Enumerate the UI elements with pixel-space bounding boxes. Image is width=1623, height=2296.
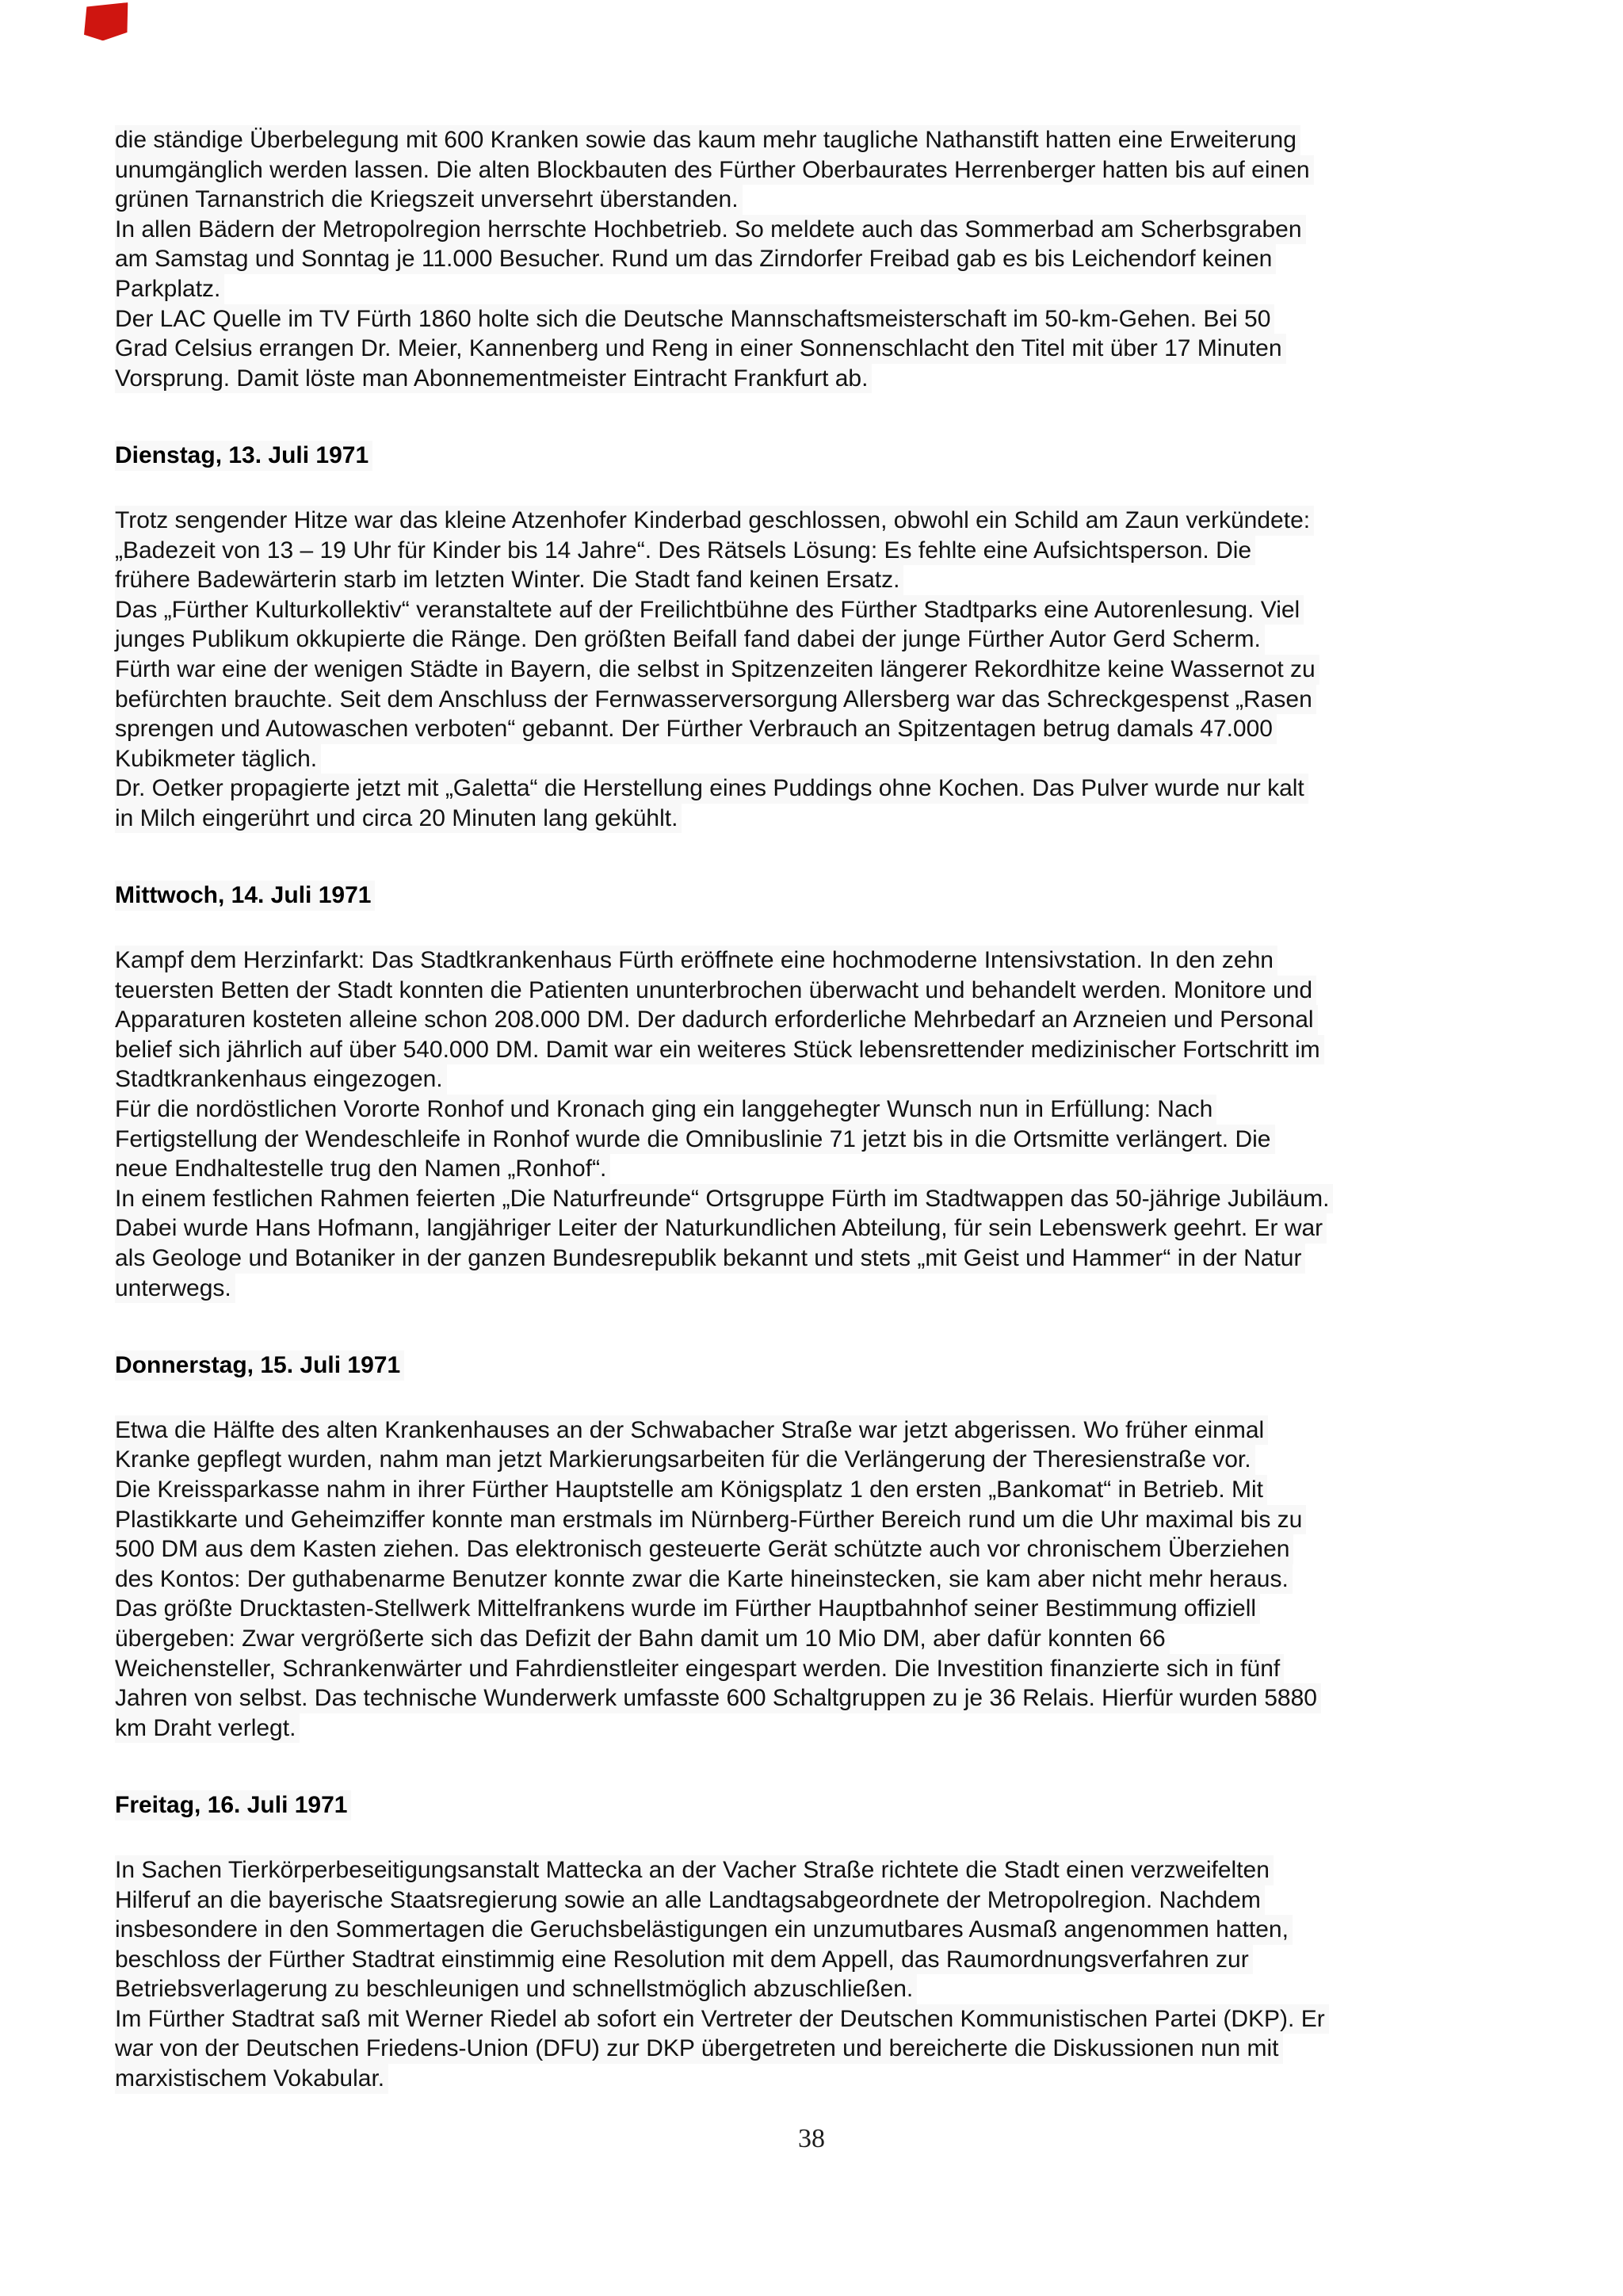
text-line: unumgänglich werden lassen. Die alten Blockbauten des Fürther Oberbaurates Herrenberger hatten bis auf einen: [115, 155, 1314, 185]
text-line: Kubikmeter täglich.: [115, 744, 321, 774]
red-marker-annotation: [82, 2, 130, 42]
text-line: des Kontos: Der guthabenarme Benutzer konnte zwar die Karte hineinstecken, sie kam aber nicht mehr heraus.: [115, 1564, 1293, 1595]
text-line: In Sachen Tierkörperbeseitigungsanstalt Mattecka an der Vacher Straße richtete die Stadt einen verzweifelten: [115, 1855, 1274, 1885]
text-line: 500 DM aus dem Kasten ziehen. Das elektronisch gesteuerte Gerät schützte auch vor chronischem Überziehen: [115, 1534, 1293, 1564]
date-heading: Donnerstag, 15. Juli 1971: [115, 1350, 404, 1381]
text-line: in Milch eingerührt und circa 20 Minuten lang gekühlt.: [115, 804, 682, 834]
text-line: In allen Bädern der Metropolregion herrschte Hochbetrieb. So meldete auch das Sommerbad am Scherbsgraben: [115, 215, 1306, 245]
text-line: insbesondere in den Sommertagen die Geruchsbelästigungen ein unzumutbares Ausmaß angenommen hatten,: [115, 1915, 1293, 1945]
text-line: Stadtkrankenhaus eingezogen.: [115, 1064, 447, 1095]
text-line: Etwa die Hälfte des alten Krankenhauses an der Schwabacher Straße war jetzt abgerissen. Wo früher einmal: [115, 1415, 1268, 1446]
text-line: belief sich jährlich auf über 540.000 DM. Damit war ein weiteres Stück lebensrettender medizinischer Fortschritt im: [115, 1035, 1324, 1065]
text-line: Für die nordöstlichen Vororte Ronhof und Kronach ging ein langgehegter Wunsch nun in Erfüllung: Nach: [115, 1095, 1216, 1125]
text-line: Vorsprung. Damit löste man Abonnementmeister Eintracht Frankfurt ab.: [115, 364, 872, 394]
text-line: Im Fürther Stadtrat saß mit Werner Riedel ab sofort ein Vertreter der Deutschen Kommunistischen Partei (DKP). Er: [115, 2004, 1329, 2034]
text-line: Apparaturen kosteten alleine schon 208.000 DM. Der dadurch erforderliche Mehrbedarf an Arzneien und Personal: [115, 1005, 1318, 1035]
text-line: sprengen und Autowaschen verboten“ gebannt. Der Fürther Verbrauch an Spitzentagen betrug damals 47.000: [115, 714, 1277, 744]
page-number: 38: [798, 2124, 825, 2153]
text-line: „Badezeit von 13 – 19 Uhr für Kinder bis 14 Jahre“. Des Rätsels Lösung: Es fehlte eine Aufsichtsperson. Die: [115, 536, 1255, 566]
text-line: Weichensteller, Schrankenwärter und Fahrdienstleiter eingespart werden. Die Investition finanzierte sich in fünf: [115, 1654, 1284, 1684]
paragraph: [115, 506, 1533, 834]
text-line: Plastikkarte und Geheimziffer konnte man erstmals im Nürnberg-Fürther Bereich rund um die Uhr maximal bis zu: [115, 1505, 1306, 1535]
text-line: Fürth war eine der wenigen Städte in Bayern, die selbst in Spitzenzeiten längerer Rekordhitze keine Wassernot zu: [115, 655, 1319, 685]
text-line: unterwegs.: [115, 1274, 235, 1304]
text-line: In einem festlichen Rahmen feierten „Die Naturfreunde“ Ortsgruppe Fürth im Stadtwappen das 50-jährige Jubiläum.: [115, 1184, 1333, 1214]
text-line: als Geologe und Botaniker in der ganzen Bundesrepublik bekannt und stets „mit Geist und Hammer“ in der Natur: [115, 1244, 1305, 1274]
text-line: Betriebsverlagerung zu beschleunigen und schnellstmöglich abzuschließen.: [115, 1974, 917, 2004]
text-line: junges Publikum okkupierte die Ränge. Den größten Beifall fand dabei der junge Fürther Autor Gerd Scherm.: [115, 625, 1265, 655]
text-line: Kampf dem Herzinfarkt: Das Stadtkrankenhaus Fürth eröffnete eine hochmoderne Intensivstation. In den zehn: [115, 946, 1277, 976]
document-content: [115, 125, 1533, 2094]
text-line: Dabei wurde Hans Hofmann, langjähriger Leiter der Naturkundlichen Abteilung, für sein Lebenswerk geehrt. Er war: [115, 1213, 1327, 1244]
text-line: Die Kreissparkasse nahm in ihrer Fürther Hauptstelle am Königsplatz 1 den ersten „Bankomat“ in Betrieb. Mit: [115, 1475, 1267, 1505]
text-line: teuersten Betten der Stadt konnten die Patienten ununterbrochen überwacht und behandelt werden. Monitore und: [115, 976, 1316, 1006]
text-line: am Samstag und Sonntag je 11.000 Besucher. Rund um das Zirndorfer Freibad gab es bis Leichendorf keinen: [115, 244, 1276, 274]
text-line: übergeben: Zwar vergrößerte sich das Defizit der Bahn damit um 10 Mio DM, aber dafür konnten 66: [115, 1624, 1170, 1654]
text-line: befürchten brauchte. Seit dem Anschluss der Fernwasserversorgung Allersberg war das Schreckgespenst „Rasen: [115, 685, 1316, 715]
paragraph: [115, 125, 1533, 393]
paragraph: [115, 1415, 1533, 1744]
text-line: Dr. Oetker propagierte jetzt mit „Galetta“ die Herstellung eines Puddings ohne Kochen. Das Pulver wurde nur kalt: [115, 774, 1308, 804]
text-line: die ständige Überbelegung mit 600 Kranken sowie das kaum mehr taugliche Nathanstift hatten eine Erweiterung: [115, 125, 1300, 155]
text-line: war von der Deutschen Friedens-Union (DFU) zur DKP übergetreten und bereicherte die Diskussionen nun mit: [115, 2034, 1283, 2064]
text-line: Grad Celsius errangen Dr. Meier, Kannenberg und Reng in einer Sonnenschlacht den Titel mit über 17 Minuten: [115, 334, 1286, 364]
text-line: grünen Tarnanstrich die Kriegszeit unversehrt überstanden.: [115, 185, 743, 215]
text-line: Das größte Drucktasten-Stellwerk Mittelfrankens wurde im Fürther Hauptbahnhof seiner Bestimmung offiziell: [115, 1594, 1260, 1624]
text-line: Trotz sengender Hitze war das kleine Atzenhofer Kinderbad geschlossen, obwohl ein Schild am Zaun verkündete:: [115, 506, 1314, 536]
text-line: Hilferuf an die bayerische Staatsregierung sowie an alle Landtagsabgeordnete der Metropolregion. Nachdem: [115, 1885, 1265, 1916]
paragraph: [115, 946, 1533, 1303]
text-line: marxistischem Vokabular.: [115, 2064, 388, 2094]
date-heading: Mittwoch, 14. Juli 1971: [115, 881, 375, 911]
text-line: Parkplatz.: [115, 274, 224, 304]
paragraph: [115, 1855, 1533, 2094]
text-line: frühere Badewärterin starb im letzten Winter. Die Stadt fand keinen Ersatz.: [115, 565, 903, 595]
text-line: Fertigstellung der Wendeschleife in Ronhof wurde die Omnibuslinie 71 jetzt bis in die Ortsmitte verlängert. Die: [115, 1125, 1275, 1155]
text-line: km Draht verlegt.: [115, 1713, 300, 1744]
date-heading: Freitag, 16. Juli 1971: [115, 1790, 351, 1820]
date-heading: Dienstag, 13. Juli 1971: [115, 441, 372, 471]
text-line: Kranke gepflegt wurden, nahm man jetzt Markierungsarbeiten für die Verlängerung der Theresienstraße vor.: [115, 1445, 1255, 1475]
text-line: Das „Fürther Kulturkollektiv“ veranstaltete auf der Freilichtbühne des Fürther Stadtparks eine Autorenlesung. Viel: [115, 595, 1304, 625]
text-line: neue Endhaltestelle trug den Namen „Ronhof“.: [115, 1154, 610, 1184]
text-line: beschloss der Fürther Stadtrat einstimmig eine Resolution mit dem Appell, das Raumordnungsverfahren zur: [115, 1945, 1253, 1975]
text-line: Der LAC Quelle im TV Fürth 1860 holte sich die Deutsche Mannschaftsmeisterschaft im 50-km-Gehen. Bei 50: [115, 304, 1274, 334]
text-line: Jahren von selbst. Das technische Wunderwerk umfasste 600 Schaltgruppen zu je 36 Relais. Hierfür wurden 5880: [115, 1683, 1321, 1713]
